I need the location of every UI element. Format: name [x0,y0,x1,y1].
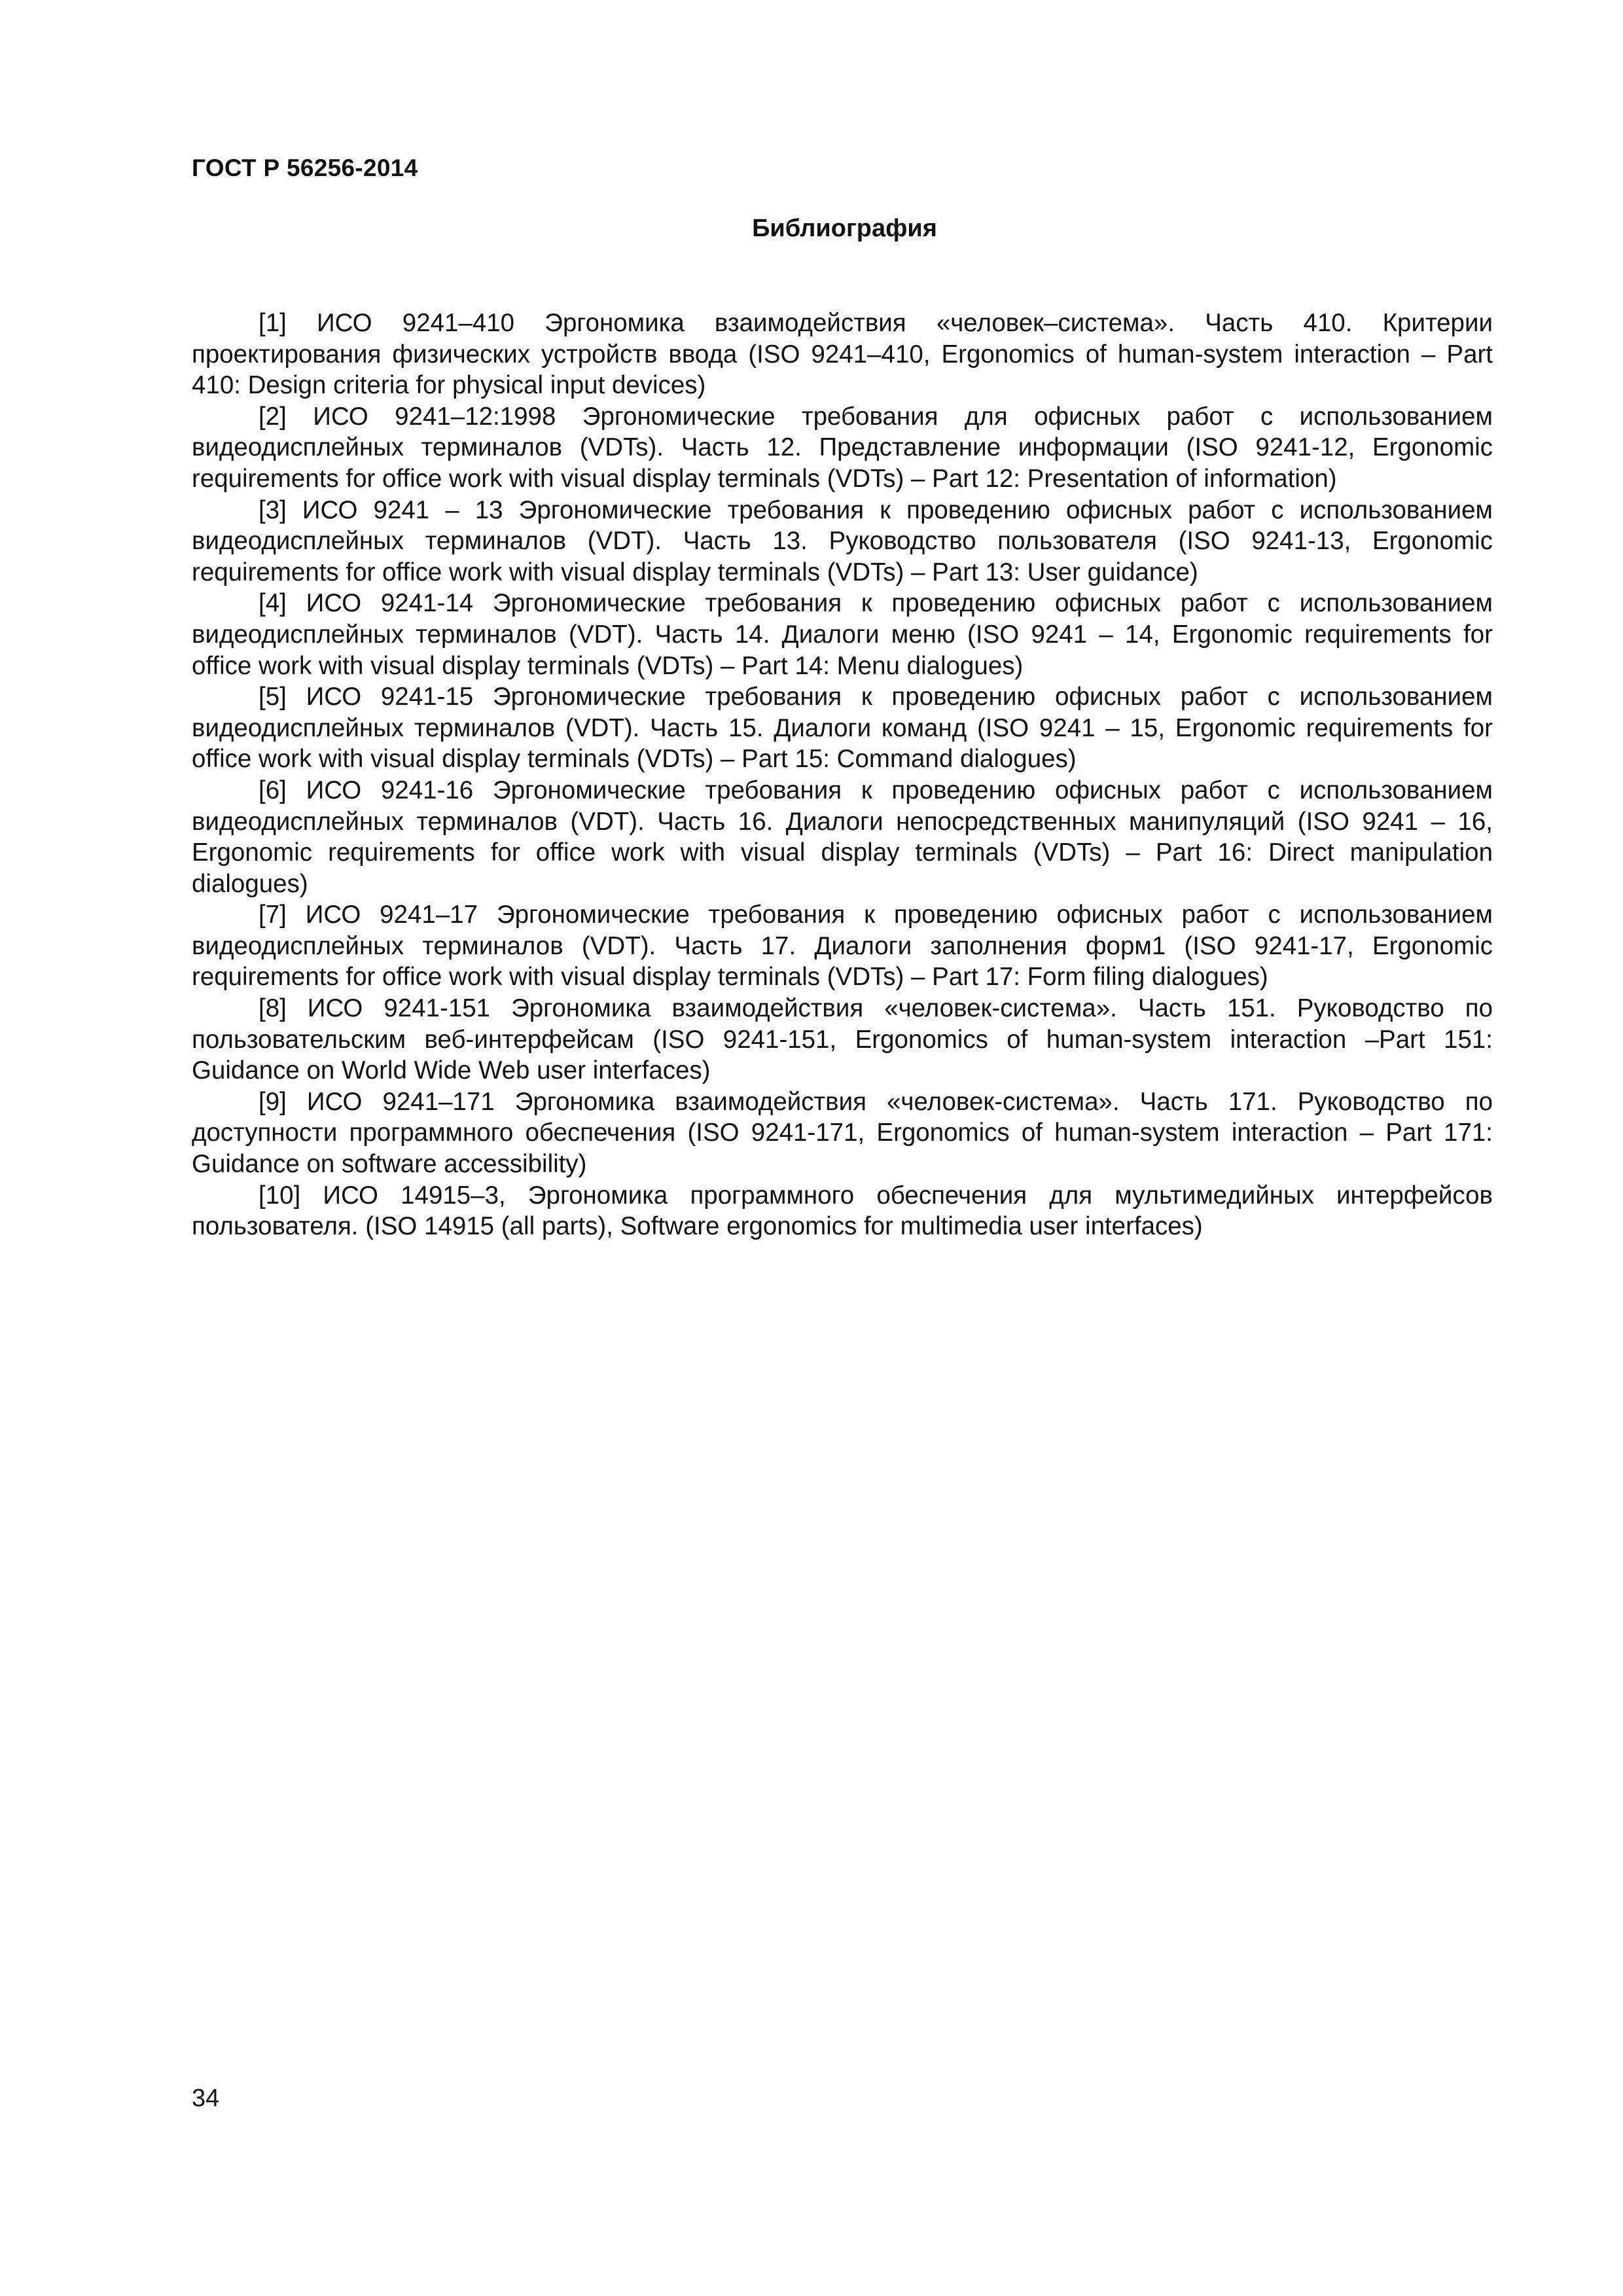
bibliography-entry-6: [6] ИСО 9241-16 Эргономические требования к проведению офисных работ с использованием видеодисплейных терминалов (VDT). Часть 16. Диалоги непосредственных манипуляций (ISO 9241 – 16, Ergonomic requirements for office work with visual display terminals (VDTs) – Part 16: Direct manipulation dialogues) [192,776,1493,898]
bibliography-entry-7: [7] ИСО 9241–17 Эргономические требования к проведению офисных работ с использованием видеодисплейных терминалов (VDT). Часть 17. Диалоги заполнения форм1 (ISO 9241-17, Ergonomic requirements for office work with visual display terminals (VDTs) – Part 17: Form filing dialogues) [192,901,1493,992]
bibliography-list [192,308,1493,1242]
bibliography-entry-5: [5] ИСО 9241-15 Эргономические требования к проведению офисных работ с использованием видеодисплейных терминалов (VDT). Часть 15. Диалоги команд (ISO 9241 – 15, Ergonomic requirements for office work with visual display terminals (VDTs) – Part 15: Command dialogues) [192,683,1493,774]
bibliography-entry-8: [8] ИСО 9241-151 Эргономика взаимодействия «человек-система». Часть 151. Руководство по пользовательским веб-интерфейсам (ISO 9241-151, Ergonomics of human-system interaction –Part 151: Guidance on World Wide Web user interfaces) [192,994,1493,1085]
page-number: 34 [192,2085,220,2112]
bibliography-entry-10: [10] ИСО 14915–3, Эргономика программного обеспечения для мультимедийных интерфейсов пользователя. (ISO 14915 (all parts), Software ergonomics for multimedia user interfaces) [192,1181,1493,1241]
bibliography-entry-9: [9] ИСО 9241–171 Эргономика взаимодействия «человек-система». Часть 171. Руководство по доступности программного обеспечения (ISO 9241-171, Ergonomics of human-system interaction – Part 171: Guidance on software accessibility) [192,1087,1493,1179]
bibliography-entry-1: [1] ИСО 9241–410 Эргономика взаимодействия «человек–система». Часть 410. Критерии проектирования физических устройств ввода (ISO 9241–410, Ergonomics of human-system interaction – Part 410: Design criteria for physical input devices) [192,309,1493,400]
bibliography-entry-3: [3] ИСО 9241 – 13 Эргономические требования к проведению офисных работ с использованием видеодисплейных терминалов (VDT). Часть 13. Руководство пользователя (ISO 9241-13, Ergonomic requirements for office work with visual display terminals (VDTs) – Part 13: User guidance) [192,495,1493,586]
bibliography-entry-4: [4] ИСО 9241-14 Эргономические требования к проведению офисных работ с использованием видеодисплейных терминалов (VDT). Часть 14. Диалоги меню (ISO 9241 – 14, Ergonomic requirements for office work with visual display terminals (VDTs) – Part 14: Menu dialogues) [192,589,1493,680]
document-code: ГОСТ Р 56256-2014 [192,154,418,181]
section-title: Библиография [752,215,937,242]
bibliography-entry-2: [2] ИСО 9241–12:1998 Эргономические требования для офисных работ с использованием видеодисплейных терминалов (VDTs). Часть 12. Представление информации (ISO 9241-12, Ergonomic requirements for office work with visual display terminals (VDTs) – Part 12: Presentation of information) [192,402,1493,493]
